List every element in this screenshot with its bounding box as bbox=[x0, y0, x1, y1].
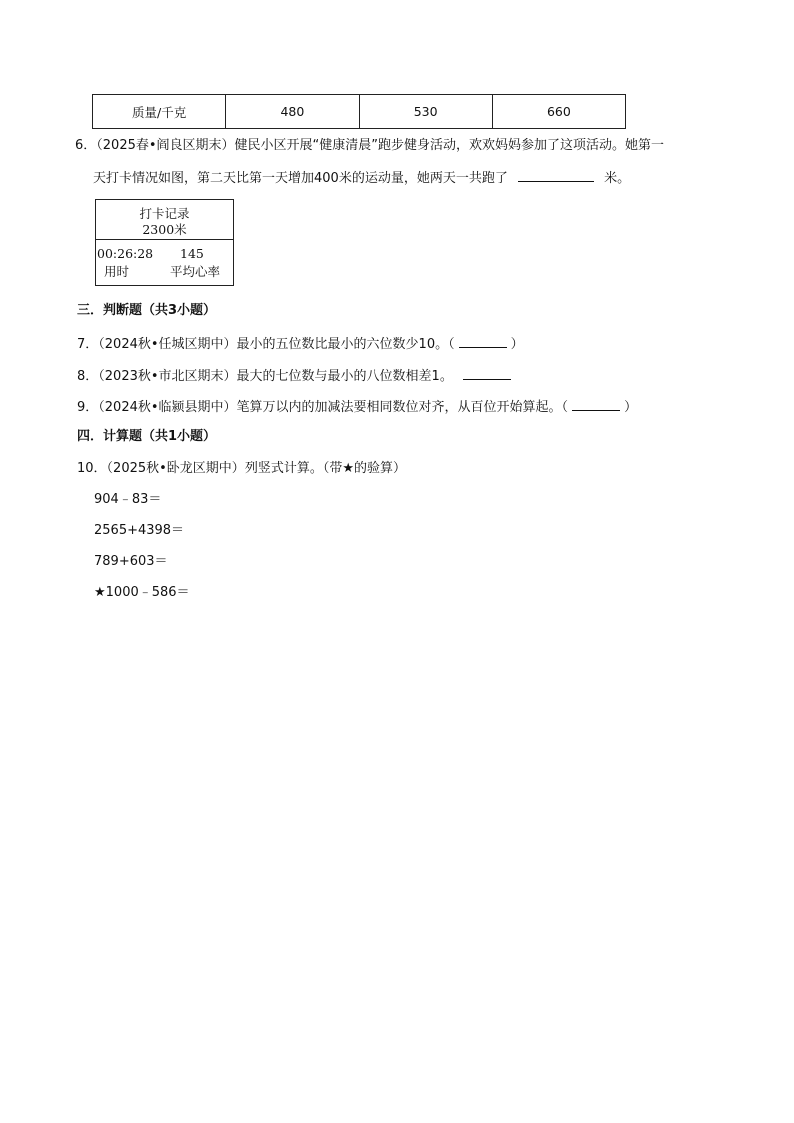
table-cell: 530 bbox=[359, 95, 492, 129]
question-number: 7． bbox=[77, 337, 99, 352]
section-heading: 四．计算题（共1小题） bbox=[77, 429, 217, 444]
question-text: 米。 bbox=[604, 171, 631, 186]
card-title: 打卡记录 bbox=[139, 206, 190, 221]
question-text: 天打卡情况如图，第二天比第一天增加400米的运动量，她两天一共跑了 bbox=[93, 171, 508, 186]
question-text: 最小的五位数比最小的六位数少10。（ bbox=[236, 337, 455, 352]
calculation-item: 789+603＝ bbox=[94, 554, 168, 569]
answer-blank[interactable] bbox=[463, 366, 511, 380]
card-time-label: 用时 bbox=[104, 264, 130, 279]
calculation-item: ★1000﹣586＝ bbox=[94, 585, 190, 600]
question-7 bbox=[77, 334, 524, 354]
answer-blank[interactable] bbox=[572, 397, 620, 411]
question-number: 8． bbox=[77, 369, 99, 384]
table-cell: 480 bbox=[226, 95, 359, 129]
question-source: （2024秋•临颍县期中） bbox=[98, 400, 237, 415]
question-source: （2024秋•任城区期中） bbox=[98, 337, 237, 352]
close-paren: ） bbox=[624, 400, 638, 415]
question-text: 列竖式计算。（带★的验算） bbox=[244, 461, 406, 476]
table-header-cell: 质量/千克 bbox=[93, 95, 226, 129]
table-row bbox=[93, 95, 626, 129]
question-source: （2025秋•卧龙区期中） bbox=[106, 461, 245, 476]
question-number: 9． bbox=[77, 400, 99, 415]
question-9 bbox=[77, 397, 637, 417]
card-time-value: 00:26:28 bbox=[97, 246, 154, 261]
question-text: 最大的七位数与最小的八位数相差1。 bbox=[236, 369, 453, 384]
mass-table bbox=[92, 94, 626, 129]
answer-blank[interactable] bbox=[518, 168, 594, 182]
question-text: 笔算万以内的加减法要相同数位对齐，从百位开始算起。（ bbox=[236, 400, 569, 415]
table-cell: 660 bbox=[492, 95, 625, 129]
question-source: （2023秋•市北区期末） bbox=[98, 369, 237, 384]
question-number: 6． bbox=[75, 138, 97, 153]
question-6-line-2 bbox=[93, 168, 630, 188]
calculation-item: 2565+4398＝ bbox=[94, 523, 185, 538]
calculation-item: 904﹣83＝ bbox=[94, 492, 162, 507]
card-distance: 2300米 bbox=[142, 222, 187, 237]
question-text: 健民小区开展“健康清晨”跑步健身活动，欢欢妈妈参加了这项活动。她第一 bbox=[234, 138, 665, 153]
card-heart-rate-label: 平均心率 bbox=[170, 264, 221, 279]
question-6-line-1 bbox=[75, 137, 664, 155]
question-8 bbox=[77, 366, 511, 386]
answer-blank[interactable] bbox=[459, 334, 507, 348]
card-header bbox=[96, 200, 233, 240]
card-heart-rate-value: 145 bbox=[180, 246, 204, 261]
question-source: （2025春•阎良区期末） bbox=[96, 138, 235, 153]
section-heading: 三．判断题（共3小题） bbox=[77, 303, 217, 318]
check-in-record-card bbox=[95, 199, 234, 286]
close-paren: ） bbox=[510, 337, 524, 352]
question-number: 10． bbox=[77, 461, 107, 476]
question-10 bbox=[77, 460, 406, 478]
